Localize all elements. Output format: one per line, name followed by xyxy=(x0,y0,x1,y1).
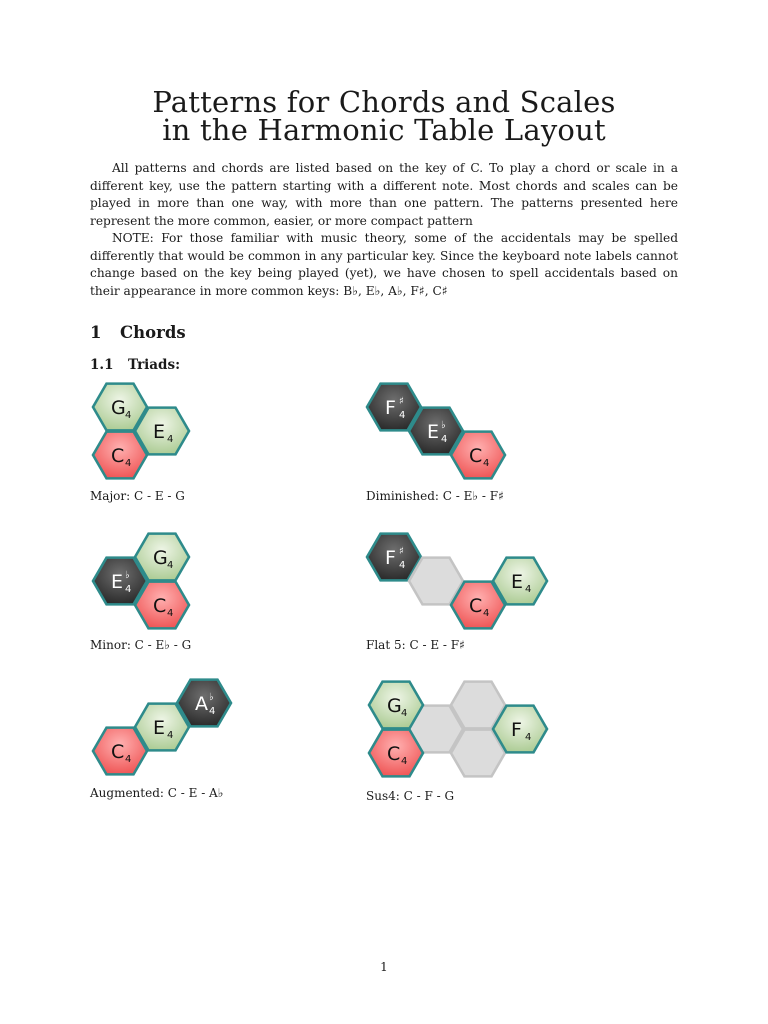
hex-note-label: E xyxy=(153,421,166,443)
hex-octave-label: 4 xyxy=(125,458,132,469)
hex-key-c4 xyxy=(369,730,423,777)
intro-text-1: All patterns and chords are listed based on the key of C. To play a chord or scale in a different key, use the pattern starting with a different note. Most chords and scales can be played in more than one way, with more than one pattern. The patterns presented here represent the more common, easier, or more compact pattern xyxy=(90,161,678,228)
hex-accidental-label: ♭ xyxy=(441,420,446,431)
diagram-minor xyxy=(90,530,200,640)
hex-octave-label: 4 xyxy=(167,730,174,741)
hex-note-label: A xyxy=(195,693,208,715)
hex-note-label: C xyxy=(469,445,483,467)
hex-accidental-label: ♭ xyxy=(209,692,214,703)
hex-note-label: C xyxy=(387,743,401,765)
hex-octave-label: 4 xyxy=(125,410,132,421)
hex-octave-label: 4 xyxy=(167,608,174,619)
caption-minor: Minor: C - E♭ - G xyxy=(90,638,192,652)
hex-note-label: G xyxy=(153,547,168,569)
hex-note-label: C xyxy=(153,595,167,617)
hex-key-c4 xyxy=(93,432,147,479)
title-line-1: Patterns for Chords and Scales xyxy=(152,85,616,119)
hex-note-label: C xyxy=(111,741,125,763)
diagram-sus4 xyxy=(366,678,556,790)
hex-note-label: G xyxy=(111,397,126,419)
hex-octave-label: 4 xyxy=(483,608,490,619)
hex-octave-label: 4 xyxy=(125,584,132,595)
hex-octave-label: 4 xyxy=(525,584,532,595)
hex-note-label: E xyxy=(153,717,166,739)
hex-key-e4 xyxy=(493,558,547,605)
diagram-augmented xyxy=(90,676,240,786)
page-number: 1 xyxy=(380,960,388,974)
hex-note-label: E xyxy=(427,421,440,443)
hex-key-c4 xyxy=(93,728,147,775)
caption-diminished: Diminished: C - E♭ - F♯ xyxy=(366,489,504,503)
hex-note-label: F xyxy=(385,547,396,569)
hex-key-c4 xyxy=(451,432,505,479)
hex-note-label: E xyxy=(511,571,524,593)
diagram-flat5 xyxy=(366,530,556,640)
section-heading xyxy=(90,323,186,342)
hex-octave-label: 4 xyxy=(209,706,216,717)
hex-key-g4 xyxy=(369,682,423,729)
hex-note-label: F xyxy=(511,719,522,741)
caption-augmented: Augmented: C - E - A♭ xyxy=(90,786,224,800)
caption-flat5: Flat 5: C - E - F♯ xyxy=(366,638,465,652)
hex-note-label: E xyxy=(111,571,124,593)
intro-text-2: NOTE: For those familiar with music theory, some of the accidentals may be spelled differently that would be common in any particular key. Since the keyboard note labels cannot change based on the key being played (yet), we have chosen to spell accidentals based on their appearance in more common keys: B♭, E♭, A♭, F♯, C♯ xyxy=(90,231,678,298)
hex-accidental-label: ♭ xyxy=(125,570,130,581)
subsection-number: 1.1 xyxy=(90,357,114,373)
hex-note-label: F xyxy=(385,397,396,419)
diagram-diminished xyxy=(366,380,516,490)
caption-sus4: Sus4: C - F - G xyxy=(366,789,455,803)
hex-octave-label: 4 xyxy=(401,756,408,767)
hex-accidental-label: ♯ xyxy=(399,396,404,407)
hex-octave-label: 4 xyxy=(525,732,532,743)
hex-octave-label: 4 xyxy=(167,560,174,571)
hex-octave-label: 4 xyxy=(399,410,406,421)
hex-key-f4 xyxy=(493,706,547,753)
hex-accidental-label: ♯ xyxy=(399,546,404,557)
intro-paragraph-2 xyxy=(90,230,678,300)
section-number: 1 xyxy=(90,323,102,342)
hex-note-label: C xyxy=(111,445,125,467)
hex-octave-label: 4 xyxy=(399,560,406,571)
section-title: Chords xyxy=(120,323,186,342)
subsection-heading xyxy=(90,357,180,373)
hex-key-c4 xyxy=(135,582,189,629)
hex-note-label: C xyxy=(469,595,483,617)
diagram-major xyxy=(90,380,200,490)
page-title xyxy=(0,85,768,147)
hex-octave-label: 4 xyxy=(167,434,174,445)
hex-octave-label: 4 xyxy=(483,458,490,469)
caption-major: Major: C - E - G xyxy=(90,489,185,503)
hex-octave-label: 4 xyxy=(441,434,448,445)
hex-note-label: G xyxy=(387,695,402,717)
hex-octave-label: 4 xyxy=(401,708,408,719)
title-line-2: in the Harmonic Table Layout xyxy=(162,113,606,147)
intro-paragraph-1 xyxy=(90,160,678,230)
hex-octave-label: 4 xyxy=(125,754,132,765)
subsection-title: Triads: xyxy=(128,357,181,373)
